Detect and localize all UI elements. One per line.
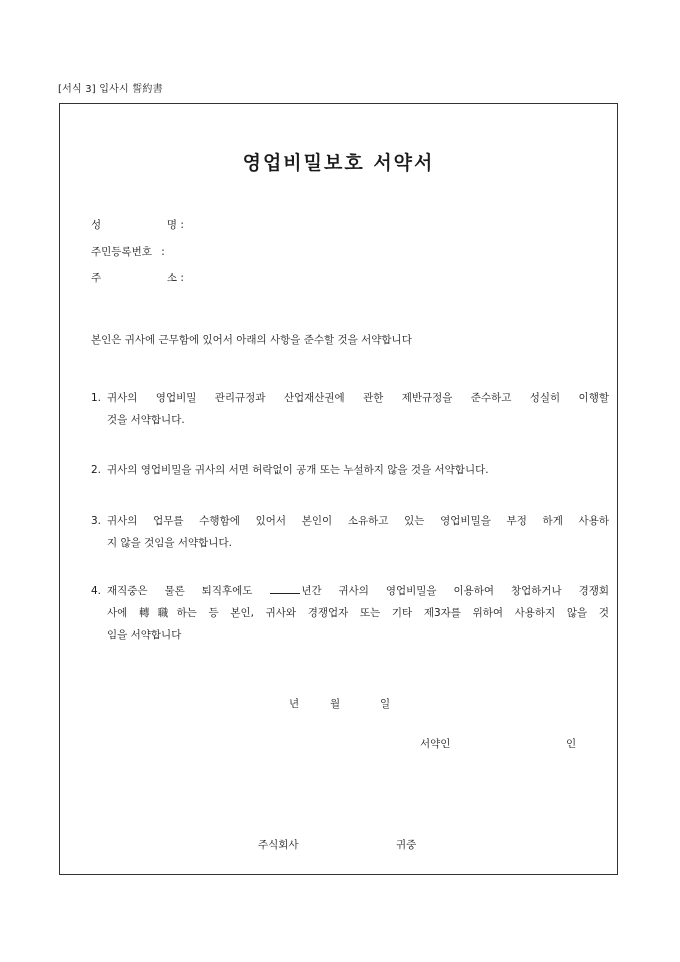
resident-number-label: 주민등록번호 (91, 246, 152, 258)
clause-number: 4. (91, 585, 102, 597)
clause-text: 임을 서약합니다 (107, 629, 182, 641)
name-colon: : (180, 219, 184, 231)
address-label: 주 소 (91, 272, 177, 284)
form-number-label: [서식 3] 입사시 誓約書 (58, 84, 163, 95)
signatory-label: 서약인 (420, 738, 451, 750)
clause-4 (91, 580, 609, 646)
clause-1 (91, 387, 609, 431)
document-title: 영업비밀보호 서약서 (242, 152, 435, 174)
clause-text: 년간 귀사의 영업비밀을 이용하여 창업하거나 경쟁회 (301, 585, 609, 597)
clause-3 (91, 510, 609, 554)
clause-2 (91, 459, 609, 481)
date-month: 월 (330, 698, 341, 710)
address-colon: : (180, 272, 184, 284)
clause-text: 지 않을 것임을 서약합니다. (107, 537, 232, 549)
clause-number: 1. (91, 392, 102, 404)
name-label: 성 명 (91, 219, 177, 231)
company-honorific: 귀중 (396, 839, 417, 851)
clause-text: 것을 서약합니다. (107, 414, 185, 426)
resident-number-colon: : (161, 246, 165, 258)
address-field (91, 270, 184, 285)
intro-paragraph: 본인은 귀사에 근무함에 있어서 아래의 사항을 준수할 것을 서약합니다 (91, 334, 412, 346)
clause-text: 귀사의 업무를 수행함에 있어서 본인이 소유하고 있는 영업비밀을 부정 하게 사용하 (107, 515, 609, 527)
document-frame (59, 103, 618, 875)
years-blank (270, 583, 300, 594)
company-name: 주식회사 (258, 839, 299, 851)
seal-mark: 인 (566, 738, 577, 750)
clause-text: 귀사의 영업비밀을 귀사의 서면 허락없이 공개 또는 누설하지 않을 것을 서약합니다. (107, 464, 489, 476)
date-day: 일 (380, 698, 391, 710)
resident-number-field (91, 244, 165, 259)
date-year: 년 (289, 698, 300, 710)
clause-text: 재직중은 물론 퇴직후에도 (107, 585, 253, 597)
clause-number: 3. (91, 515, 102, 527)
clause-text: 귀사의 영업비밀 관리규정과 산업재산권에 관한 제반규정을 준수하고 성실히 이행할 (107, 392, 609, 404)
name-field (91, 217, 184, 232)
clause-number: 2. (91, 464, 102, 476)
clause-text: 사에 轉職하는 등 본인, 귀사와 경쟁업자 또는 기타 제3자를 위하여 사용하지 않을 것 (107, 607, 609, 619)
